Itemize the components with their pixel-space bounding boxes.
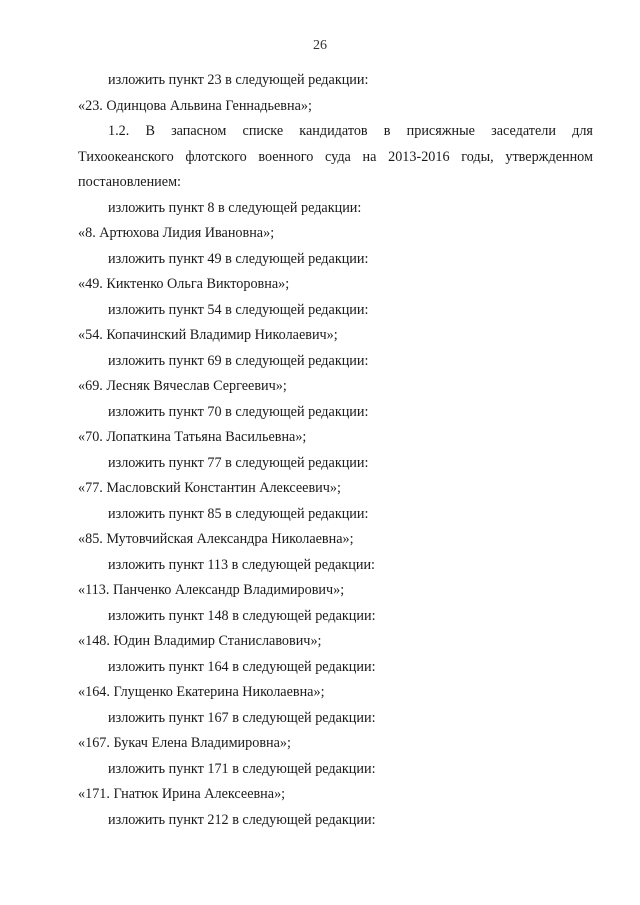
instruction-line: изложить пункт 54 в следующей редакции:	[108, 301, 369, 318]
list-item: «167. Букач Елена Владимировна»;	[78, 735, 291, 751]
word: утвержденном	[505, 148, 593, 165]
word: В	[145, 123, 155, 139]
list-item: «54. Копачинский Владимир Николаевич»;	[78, 327, 338, 343]
word: суда	[325, 148, 351, 165]
word: на	[362, 148, 377, 165]
instruction-line: изложить пункт 69 в следующей редакции:	[108, 352, 369, 369]
page-number: 26	[313, 38, 327, 53]
list-item: «164. Глущенко Екатерина Николаевна»;	[78, 684, 325, 700]
instruction-line: изложить пункт 113 в следующей редакции:	[108, 556, 375, 573]
instruction-line: изложить пункт 167 в следующей редакции:	[108, 709, 376, 726]
list-item: «77. Масловский Константин Алексеевич»;	[78, 480, 341, 496]
paragraph-line: постановлением:	[78, 174, 181, 190]
instruction-line: изложить пункт 8 в следующей редакции:	[108, 199, 362, 216]
paragraph-line	[78, 119, 593, 145]
list-item: «85. Мутовчийская Александра Николаевна»;	[78, 531, 354, 547]
paragraph-line	[78, 145, 593, 171]
word: 2013-2016	[388, 148, 450, 165]
list-item: «69. Лесняк Вячеслав Сергеевич»;	[78, 378, 287, 394]
list-item: «23. Одинцова Альвина Геннадьевна»;	[78, 97, 312, 114]
word: для	[572, 123, 593, 139]
word: запасном	[171, 123, 227, 139]
word: присяжные	[406, 123, 475, 139]
instruction-line: изложить пункт 148 в следующей редакции:	[108, 607, 376, 624]
word: в	[383, 123, 391, 139]
word: годы,	[461, 148, 494, 165]
list-item: «148. Юдин Владимир Станиславович»;	[78, 633, 322, 649]
word: военного	[258, 148, 314, 165]
instruction-line: изложить пункт 85 в следующей редакции:	[108, 505, 369, 522]
word: Тихоокеанского	[78, 148, 174, 165]
instruction-line: изложить пункт 23 в следующей редакции:	[108, 72, 369, 88]
instruction-line: изложить пункт 49 в следующей редакции:	[108, 250, 369, 267]
instruction-line: изложить пункт 70 в следующей редакции:	[108, 403, 369, 420]
instruction-line: изложить пункт 171 в следующей редакции:	[108, 760, 376, 777]
list-item: «8. Артюхова Лидия Ивановна»;	[78, 225, 275, 241]
instruction-line: изложить пункт 77 в следующей редакции:	[108, 454, 369, 471]
word: кандидатов	[299, 123, 368, 139]
word: 1.2.	[108, 123, 130, 139]
list-item: «49. Киктенко Ольга Викторовна»;	[78, 276, 290, 292]
list-item: «113. Панченко Александр Владимирович»;	[78, 582, 345, 598]
document-body	[78, 68, 593, 833]
instruction-line: изложить пункт 164 в следующей редакции:	[108, 658, 376, 675]
word: флотского	[185, 148, 247, 165]
list-item: «70. Лопаткина Татьяна Васильевна»;	[78, 429, 307, 445]
instruction-line: изложить пункт 212 в следующей редакции:	[108, 811, 376, 828]
word: заседатели	[491, 123, 556, 139]
list-item: «171. Гнатюк Ирина Алексеевна»;	[78, 786, 286, 802]
word: списке	[242, 123, 284, 139]
